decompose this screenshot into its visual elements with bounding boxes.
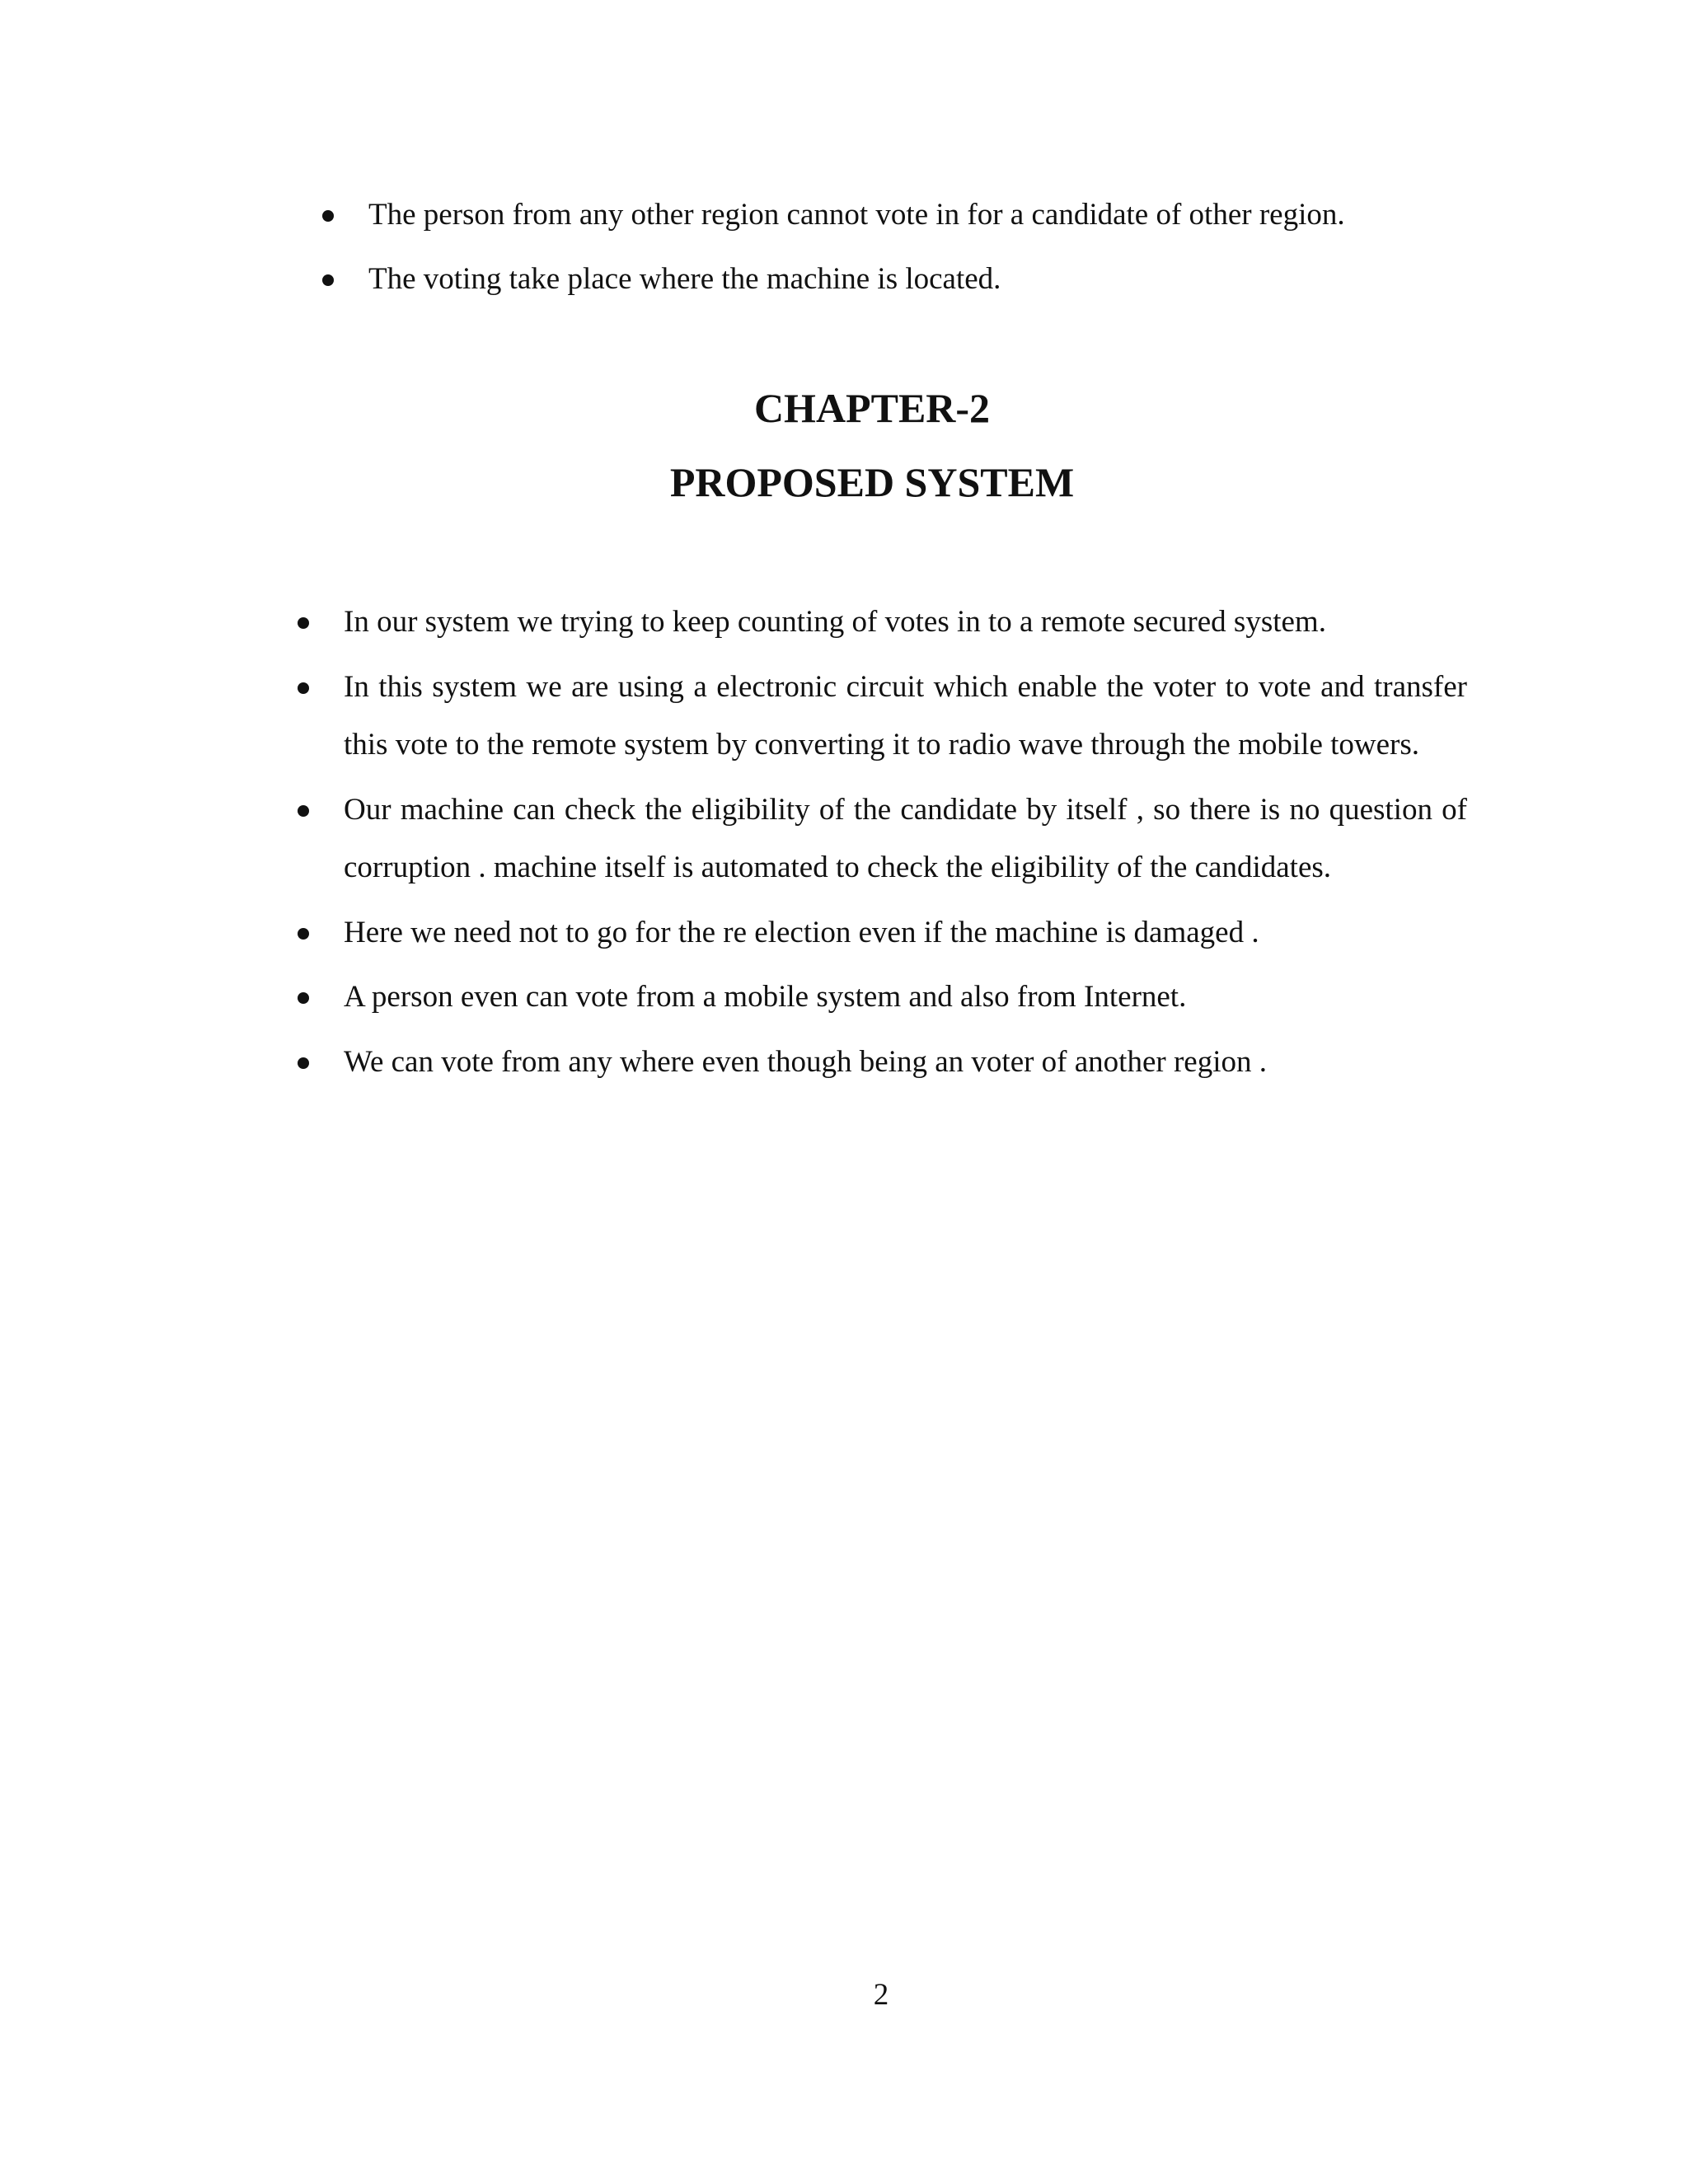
list-item-text: In our system we trying to keep counting of votes in to a remote secured system. [344, 605, 1326, 639]
list-item [288, 781, 1467, 898]
bullet-icon [298, 805, 309, 817]
list-item-text: In this system we are using a electronic circuit which enable the voter to vote and transfer this vote to the remote system by converting it to radio wave through the mobile towers. [344, 669, 1467, 762]
list-item-text: The voting take place where the machine is located. [368, 262, 1001, 296]
chapter-number: CHAPTER-2 [753, 385, 991, 431]
bullet-icon [322, 274, 334, 286]
list-item [288, 968, 1467, 1027]
proposed-system-bullet-list [288, 593, 1467, 1098]
list-item-text: The person from any other region cannot vote in for a candidate of other region. [368, 198, 1345, 232]
list-item-text: Here we need not to go for the re election even if the machine is damaged . [344, 915, 1259, 949]
list-item [288, 904, 1467, 963]
list-item [313, 255, 1484, 303]
list-item [313, 191, 1484, 239]
list-item [288, 1033, 1467, 1092]
continued-bullet-list [313, 191, 1484, 320]
bullet-icon [298, 992, 309, 1004]
page-number: 2 [873, 1978, 889, 2012]
bullet-icon [298, 682, 309, 694]
list-item [288, 658, 1467, 775]
bullet-icon [298, 928, 309, 940]
list-item [288, 593, 1467, 652]
list-item-text: A person even can vote from a mobile system and also from Internet. [344, 980, 1187, 1014]
chapter-title: PROPOSED SYSTEM [669, 459, 1075, 505]
bullet-icon [322, 210, 334, 222]
bullet-icon [298, 1057, 309, 1069]
list-item-text: Our machine can check the eligibility of the candidate by itself , so there is no question of corruption . machine itself is automated to check the eligibility of the candidates. [344, 792, 1467, 884]
list-item-text: We can vote from any where even though being an voter of another region . [344, 1044, 1267, 1079]
bullet-icon [298, 617, 309, 629]
